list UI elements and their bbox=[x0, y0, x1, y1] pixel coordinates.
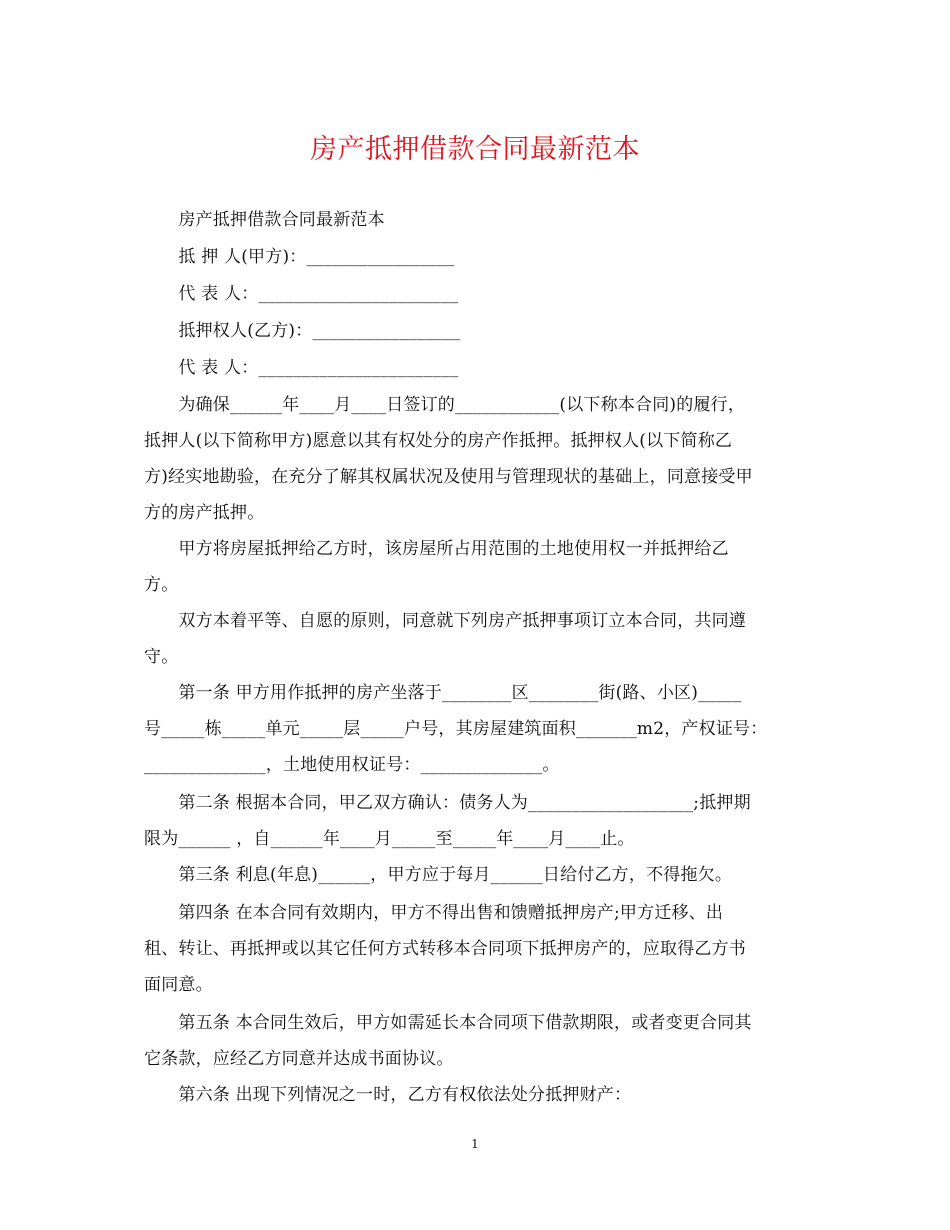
page-number: 1 bbox=[471, 1137, 479, 1151]
body-line: 方。 bbox=[144, 575, 179, 595]
body-line: 代 表 人：_______________________ bbox=[144, 358, 459, 378]
body-line: 它条款，应经乙方同意并达成书面协议。 bbox=[144, 1049, 454, 1069]
body-line: 第五条 本合同生效后，甲方如需延长本合同项下借款期限，或者变更合同其 bbox=[144, 1013, 752, 1033]
body-line: 甲方将房屋抵押给乙方时，该房屋所占用范围的土地使用权一并抵押给乙 bbox=[144, 539, 729, 559]
body-line: 第四条 在本合同有效期内，甲方不得出售和馈赠抵押房产;甲方迁移、出 bbox=[144, 903, 724, 923]
body-line: 第一条 甲方用作抵押的房产坐落于________区________街(路、小区)_____ bbox=[144, 683, 742, 703]
body-line: 租、转让、再抵押或以其它任何方式转移本合同项下抵押房产的，应取得乙方书 bbox=[144, 939, 746, 959]
body-line: 抵押权人(乙方)：_________________ bbox=[144, 321, 461, 341]
body-line: 方的房产抵押。 bbox=[144, 503, 265, 523]
body-line: 面同意。 bbox=[144, 975, 213, 995]
document-title: 房产抵押借款合同最新范本 bbox=[310, 134, 640, 165]
body-line: 抵 押 人(甲方)：_________________ bbox=[144, 247, 455, 267]
body-line: 号_____栋_____单元_____层_____户号，其房屋建筑面积_______m2，产权证号： bbox=[144, 719, 768, 739]
body-line: 第二条 根据本合同，甲乙双方确认：债务人为___________________;抵押期 bbox=[144, 793, 751, 813]
body-line: 第三条 利息(年息)______，甲方应于每月______日给付乙方，不得拖欠。 bbox=[144, 865, 733, 885]
body-line: 第六条 出现下列情况之一时，乙方有权依法处分抵押财产： bbox=[144, 1085, 632, 1105]
body-line: 双方本着平等、自愿的原则，同意就下列房产抵押事项订立本合同，共同遵 bbox=[144, 611, 746, 631]
body-line: ______________，土地使用权证号：______________。 bbox=[144, 755, 560, 775]
body-line: 抵押人(以下简称甲方)愿意以其有权处分的房产作抵押。抵押权人(以下简称乙 bbox=[144, 431, 733, 451]
body-line: 为确保______年____月____日签订的____________(以下称本合同)的履行， bbox=[144, 395, 746, 415]
body-line: 限为______ ，自______年____月_____至_____年____月____止。 bbox=[144, 829, 635, 849]
body-line: 房产抵押借款合同最新范本 bbox=[144, 210, 385, 230]
body-line: 方)经实地勘验，在充分了解其权属状况及使用与管理现状的基础上，同意接受甲 bbox=[144, 467, 753, 487]
body-line: 代 表 人：_______________________ bbox=[144, 284, 459, 304]
body-line: 守。 bbox=[144, 647, 179, 667]
